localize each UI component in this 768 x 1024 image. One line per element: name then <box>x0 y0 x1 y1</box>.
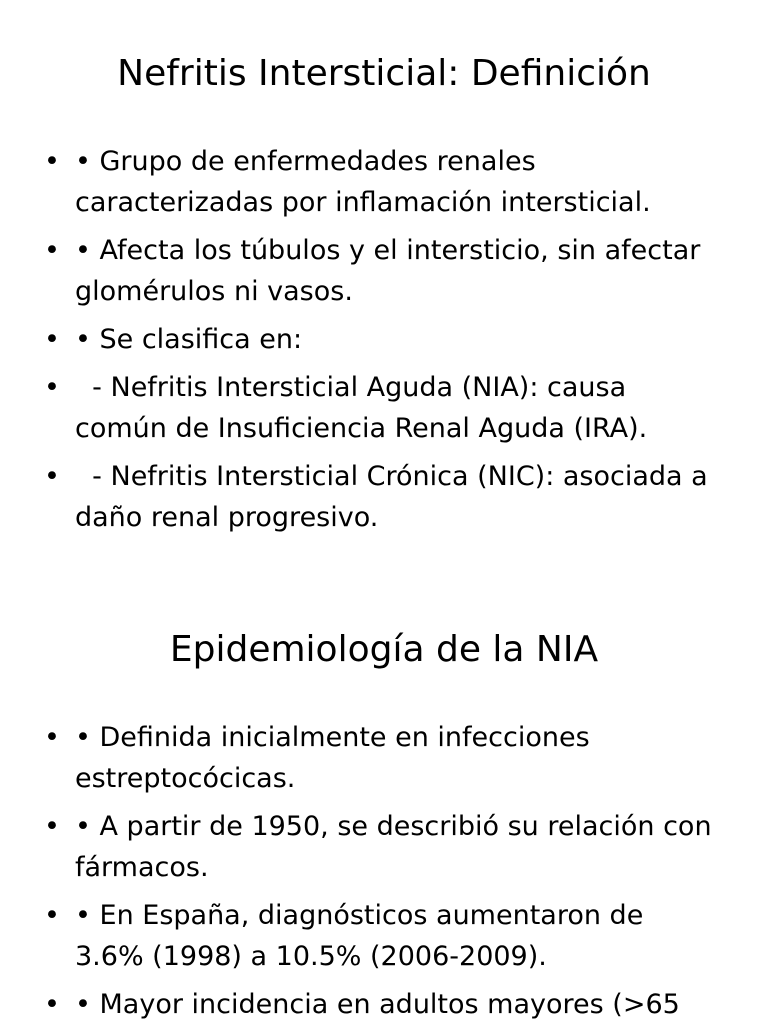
bullet-marker: • <box>44 900 60 931</box>
bullet-marker: • <box>44 372 60 403</box>
list-item <box>0 319 751 360</box>
bullet-text: • Afecta los túbulos y el intersticio, sin afectar glomérulos ni vasos. <box>75 235 709 307</box>
bullet-text: - Nefritis Intersticial Aguda (NIA): causa común de Insuficiencia Renal Aguda (IRA). <box>75 372 648 444</box>
bullet-marker: • <box>44 461 60 492</box>
bullet-marker: • <box>44 324 60 355</box>
bullet-text: • Grupo de enfermedades renales caracterizadas por inflamación intersticial. <box>75 146 651 218</box>
list-item <box>0 984 751 1024</box>
bullet-text: • Mayor incidencia en adultos mayores (>65 <box>75 989 680 1020</box>
bullet-marker: • <box>44 811 60 842</box>
slide-title: Nefritis Intersticial: Definición <box>117 53 651 94</box>
bullet-text: • Definida inicialmente en infecciones estreptocócicas. <box>75 722 599 794</box>
bullet-text: • A partir de 1950, se describió su relación con fármacos. <box>75 811 721 883</box>
list-item <box>0 141 751 223</box>
list-item <box>0 895 751 977</box>
list-item <box>0 456 751 538</box>
list-item <box>0 717 751 799</box>
bullet-list <box>0 717 768 1024</box>
bullet-text: • Se clasifica en: <box>75 324 303 355</box>
bullet-marker: • <box>44 722 60 753</box>
bullet-list <box>0 141 768 545</box>
bullet-text: • En España, diagnósticos aumentaron de 3.6% (1998) a 10.5% (2006-2009). <box>75 900 652 972</box>
list-item <box>0 806 751 888</box>
bullet-text: - Nefritis Intersticial Crónica (NIC): asociada a daño renal progresivo. <box>75 461 717 533</box>
list-item <box>0 230 751 312</box>
slide-title: Epidemiología de la NIA <box>169 629 599 670</box>
list-item <box>0 367 751 449</box>
bullet-marker: • <box>44 989 60 1020</box>
bullet-marker: • <box>44 235 60 266</box>
bullet-marker: • <box>44 146 60 177</box>
slide-epidemiologia <box>0 576 768 1024</box>
